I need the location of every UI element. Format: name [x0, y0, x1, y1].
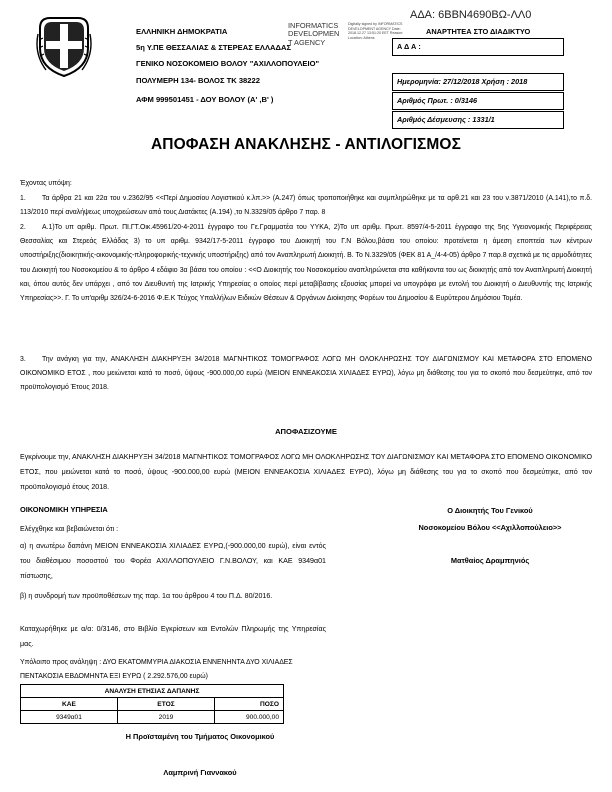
- budget-header-year: ΕΤΟΣ: [118, 698, 215, 711]
- finance-heading: ΟΙΚΟΝΟΜΙΚΗ ΥΠΗΡΕΣΙΑ: [20, 505, 108, 514]
- director-title-line1: Ο Διοικητής Του Γενικού: [447, 506, 533, 515]
- finance-remaining: Υπόλοιπο προς ανάληψη : ΔΥΟ ΕΚΑΤΟΜΜΥΡΙΑ ΔΙΑΚΟΣΙΑ ΕΝΝΕΝΗΝΤΑ ΔΥΟ ΧΙΛΙΑΔΕΣ ΠΕΝΤΑΚΟΣΙΑ ΕΒΔΟΜΗΝΤΑ ΕΞΙ ΕΥΡΩ ( 2.292.576,00 ευρώ): [20, 659, 293, 680]
- item-3-text: Την ανάγκη για την, ΑΝΑΚΛΗΣΗ ΔΙΑΚΗΡΥΞΗ 34/2018 ΜΑΓΝΗΤΙΚΟΣ ΤΟΜΟΓΡΑΦΟΣ ΛΟΓΩ ΜΗ ΟΛΟΚΛΗΡΩΣΗΣ ΤΟΥ ΔΙΑΓΩΝΙΣΜΟΥ ΚΑΙ ΜΕΤΑΦΟΡΑ ΣΤΟ ΕΠΟΜΕΝΟ ΟΙΚΟΝΟΜΙΚΟ ΕΤΟΣ , που μειώνεται κατά το ποσό, ύψους -900.000,00 ευρώ (ΜΕΙΟΝ ΕΝΝΕΑΚΟΣΙΑ ΧΙΛΙΑΔΕΣ ΕΥΡΩ), λόγω μη διάθεσης του για το σκοπό που δεσμεύτηκε, από τον προϋπολογισμό Έτους 2018.: [20, 356, 592, 392]
- director-name: Ματθαίος Δραμπηνιός: [450, 556, 530, 565]
- item-1: [20, 192, 592, 220]
- director-title-line2: Νοσοκομείου Βόλου <<Αχιλλοπούλειο>>: [418, 523, 562, 532]
- header-tax-id: ΑΦΜ 999501451 - ΔΟΥ ΒΟΛΟΥ (Α' ,Β' ): [136, 95, 274, 104]
- item-2: [20, 221, 592, 306]
- finance-head-title: Η Προϊσταμένη του Τμήματος Οικονομικού: [125, 732, 275, 741]
- budget-table-title: ΑΝΑΛΥΣΗ ΕΤΗΣΙΑΣ ΔΑΠΑΝΗΣ: [21, 685, 284, 698]
- commitment-box: [392, 111, 564, 129]
- finance-checked: Ελέγχθηκε και βεβαιώνεται ότι :: [20, 525, 119, 533]
- stamp-line2: DEVELOPMEN: [288, 29, 340, 39]
- stamp-line1: INFORMATICS: [288, 21, 339, 30]
- item-3-number: 3.: [20, 356, 26, 363]
- item-2-text: Α.1)Το υπ αριθμ. Πρωτ. ΠΙ.ΓΤ.Οικ.45961/20-4-2011 έγγραφο του Γε.Γραμματέα του ΥΥΚΑ, 2)Το υπ αριθμ. Πρωτ. 8597/4-5-2011 έγγραφο της 5ης Υγειονομικής Περιφέρειας Θεσσαλίας και Στερεάς Ελλάδας 3) το υπ αριθμ. 9342/17-5-2011 έγγραφο του Διοικητή του Γ.Ν Βόλου,βάσει του οποίου: προτείνεται η άμεση εποπτεία των κέντρων υποστήριξης(διοικητικής-οικονομικής-πληροφορικής-τεχνικής υποστήριξης) από τον Αναπληρωτή Διοικητή. Β. Το Ν.3329/05 (ΦΕΚ 81 Α_/4-4-05) άρθρο 7 παρ.8 σχετικά με τις αρμοδιότητες του Διοικητή του Νοσοκομείου & το άρθρο 4 εδάφιο 3α βάσει του οποίου : <<Ο Διοικητής του Νοσοκομείου αναπληρώνεται στα καθήκοντα του ως διοικητής από τον Αναπληρωτή Διοικητή και, όπου αυτός δεν υπάρχει , από τον Διευθυντή της Ιατρικής Υπηρεσίας ο οποίος περί μεταβίβασης εξουσίας μπορεί να υπογράφει με εντολή του Διοικητή ο Διευθυντής της Ιατρικής Υπηρεσίας>>. Γ. Το υπ'αριθμ 326/24-6-2016 Φ.Ε.Κ Τεύχος Υπαλλήλων Ειδικών Θέσεων & Οργάνων Διοίκησης Φορέων του Δημοσίου & Ευρύτερου Δημόσιου Τομέα.: [20, 224, 592, 303]
- finance-point-b: β) η συνδρομή των προϋποθέσεων της παρ. 1α του άρθρου 4 του Π.Δ. 80/2016.: [20, 592, 273, 600]
- ada-box-label: Α Δ Α :: [397, 42, 421, 51]
- header-region: 5η Υ.ΠΕ ΘΕΣΣΑΛΙΑΣ & ΣΤΕΡΕΑΣ ΕΛΛΑΔΑΣ: [136, 43, 292, 52]
- stamp-details: Digitally signed by INFORMATICS DEVELOPMENT AGENCY Date: 2018.12.27 13:51:20 EET Reason: Location: Athens: [348, 22, 404, 40]
- ada-box: [392, 38, 564, 56]
- protocol-box-text: Αριθμός Πρωτ. : 0/3146: [397, 96, 478, 105]
- item-1-text: Τα άρθρα 21 και 22α του ν.2362/95 <<Περί Δημοσίου Λογιστικού κ.λπ.>> (Α.247) όπως τροποποιήθηκε και συμπληρώθηκε με τα αρθ.21 και 23 του ν.3871/2010 (Α.141),το π.δ. 113/2010 περί αναλήψεως υποχρεώσεων από τους Διατάκτες (Α.194) ,το Ν.3329/05 άρθρο 7 παρ. 8: [20, 195, 592, 217]
- commitment-box-text: Αριθμός Δέσμευσης : 1331/1: [397, 115, 495, 124]
- digital-signature-stamp: [288, 22, 406, 56]
- budget-header-kae: ΚΑΕ: [21, 698, 118, 711]
- protocol-box: [392, 92, 564, 110]
- finance-point-a: α) η ανωτέρω δαπάνη ΜΕΙΟΝ ΕΝΝΕΑΚΟΣΙΑ ΧΙΛΙΑΔΕΣ ΕΥΡΩ,(-900.000,00 ευρώ), είναι εντός του διαθέσιμου ποσοστού του Φορέα ΑΧΙΛΛΟΠΟΥΛΕΙΟ Γ.Ν.ΒΟΛΟΥ, και ΚΑΕ 9349α01 πίστωσης,: [20, 542, 326, 580]
- document-title: ΑΠΟΦΑΣΗ ΑΝΑΚΛΗΣΗΣ - ΑΝΤΙΛΟΓΙΣΜΟΣ: [150, 136, 461, 153]
- budget-header-amount: ΠΟΣΟ: [215, 698, 284, 711]
- ada-code: ΑΔΑ: 6ΒΒΝ4690ΒΩ-ΛΛ0: [410, 9, 532, 21]
- header-country: ΕΛΛΗΝΙΚΗ ΔΗΜΟΚΡΑΤΙΑ: [136, 27, 228, 36]
- stamp-line3: T AGENCY: [288, 37, 326, 47]
- header-hospital: ΓΕΝΙΚΟ ΝΟΣΟΚΟΜΕΙΟ ΒΟΛΟΥ "ΑΧΙΛΛΟΠΟΥΛΕΙΟ": [136, 59, 320, 68]
- considering-label: Έχοντας υπόψη:: [20, 180, 72, 187]
- budget-cell-amount: 900.000,00: [215, 711, 284, 724]
- item-2-number: 2.: [20, 224, 26, 231]
- post-online-label: ΑΝΑΡΤΗΤΕΑ ΣΤΟ ΔΙΑΔΙΚΤΥΟ: [426, 27, 531, 36]
- budget-cell-year: 2019: [118, 711, 215, 724]
- header-address: ΠΟΛΥΜΕΡΗ 134- ΒΟΛΟΣ ΤΚ 38222: [136, 76, 260, 85]
- greek-coat-of-arms-icon: [36, 14, 92, 78]
- date-box: [392, 73, 564, 91]
- table-row: [21, 711, 284, 724]
- finance-registered: Καταχωρήθηκε με α/α: 0/3146, στο Βιβλίο Εγκρίσεων και Εντολών Πληρωμής της Υπηρεσίας μας.: [20, 625, 326, 648]
- budget-cell-kae: 9349α01: [21, 711, 118, 724]
- decide-heading: ΑΠΟΦΑΣΙΖΟΥΜΕ: [275, 427, 337, 436]
- item-1-number: 1.: [20, 195, 26, 202]
- budget-table: [20, 684, 284, 724]
- date-box-text: Ημερομηνία: 27/12/2018 Χρήση : 2018: [397, 77, 528, 86]
- finance-head-name: Λαμπρινή Γιαννακού: [163, 768, 237, 777]
- decision-text: Εγκρίνουμε την, ΑΝΑΚΛΗΣΗ ΔΙΑΚΗΡΥΞΗ 34/2018 ΜΑΓΝΗΤΙΚΟΣ ΤΟΜΟΓΡΑΦΟΣ ΛΟΓΩ ΜΗ ΟΛΟΚΛΗΡΩΣΗΣ ΤΟΥ ΔΙΑΓΩΝΙΣΜΟΥ ΚΑΙ ΜΕΤΑΦΟΡΑ ΣΤΟ ΕΠΟΜΕΝΟ ΟΙΚΟΝΟΜΙΚΟ ΕΤΟΣ, που μειώνεται κατά το ποσό, ύψους -900.000,00 ευρώ (ΜΕΙΟΝ ΕΝΝΕΑΚΟΣΙΑ ΧΙΛΙΑΔΕΣ ΕΥΡΩ), λόγω μη διάθεσης του για το σκοπό που δεσμεύτηκε, από τον προϋπολογισμό έτους 2018.: [20, 453, 592, 491]
- item-3: [20, 353, 592, 396]
